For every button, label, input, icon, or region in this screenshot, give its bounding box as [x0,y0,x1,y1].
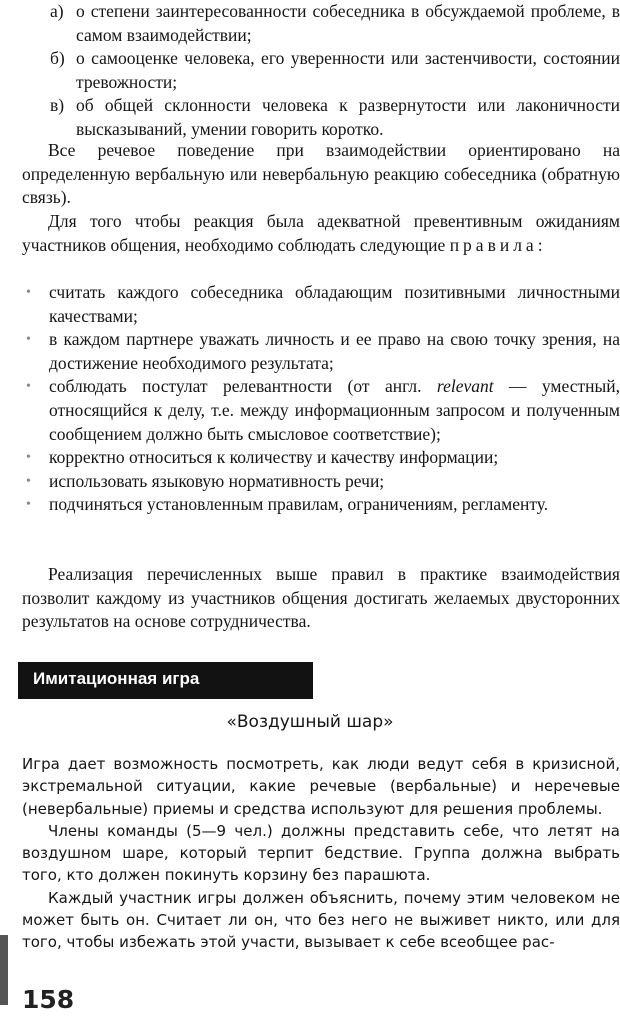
rule-text: в каждом партнере уважать личность и ее право на свою точку зрения, на достижение необходимого результата; [49,329,620,373]
game-title: «Воздушный шар» [226,712,394,732]
banner-label: Имитационная игра [33,669,200,688]
list-text: о самооценке человека, его уверенности или застенчивости, состоянии тревожности; [76,48,620,92]
bullet-icon: • [26,497,31,513]
rule-item [22,446,620,470]
rule-item [22,470,620,494]
paragraph-feedback: Все речевое поведение при взаимодействии ориентировано на определенную вербальную или невербальную реакцию собеседника (обратную связь). [22,140,620,208]
bullet-icon: • [26,285,31,300]
list-text: об общей склонности человека к развернутости или лаконичности высказываний, умении говорить коротко. [76,95,620,139]
intro-list-item [50,47,620,94]
list-text: о степени заинтересованности собеседника в обсуждаемой проблеме, в самом взаимодействии; [76,1,620,45]
paragraph-rules-intro [22,210,620,257]
rules-word: правила: [449,234,547,255]
rules-list [22,281,620,517]
rule-text: считать каждого собеседника обладающим позитивными личностными качествами; [49,282,620,326]
rule-item [22,328,620,375]
rule-item [22,493,620,517]
bullet-icon: • [26,379,31,395]
rule-item [22,281,620,328]
intro-list-item [50,94,620,141]
list-label: б) [50,48,65,69]
intro-list [50,0,620,142]
list-label: а) [50,1,64,21]
game-paragraph: Члены команды (5—9 чел.) должны представить себе, что летят на воздушном шаре, который терпит бедствие. Группа должна выбрать того, кто должен покинуть корзину без парашюта. [22,821,620,885]
paragraph-conclusion: Реализация перечисленных выше правил в практике взаимодействия позволит каждому из участников общения достигать желаемых двусторонних результатов на основе сотрудничества. [22,564,620,632]
bullet-icon: • [26,450,31,466]
section-banner [18,662,313,699]
intro-list-item [50,0,620,47]
game-paragraph: Игра дает возможность посмотреть, как люди ведут себя в кризисной, экстремальной ситуации, какие речевые (вербальные) и неречевые (невербальные) приемы и средства используют для решения проблемы. [22,755,620,818]
bullet-icon: • [26,473,31,489]
scan-edge-mark [0,935,8,1005]
game-description [22,753,620,954]
list-label: в) [50,95,65,116]
bullet-icon: • [26,332,31,348]
rule-text: корректно относиться к количеству и качеству информации; [49,447,499,468]
rules-intro-text: Для того чтобы реакция была адекватной превентивным ожиданиям участников общения, необходимо соблюдать следующие [22,211,620,255]
rule-text: подчиняться установленным правилам, ограничениям, регламенту. [49,494,549,515]
game-paragraph: Каждый участник игры должен объяснить, почему этим человеком не может быть он. Считает ли он, что без него не выживет никто, или для того, чтобы избежать этой участи, вызывает к себе всеобщее рас- [22,888,620,952]
rule-item [22,375,620,446]
rule-text: соблюдать постулат релевантности (от англ. relevant — уместный, относящийся к делу, т.е. между информационным запросом и полученным сообщением должно быть смысловое соответствие); [49,376,620,444]
rule-text: использовать языковую нормативность речи; [49,470,385,491]
page-number: 158 [22,985,75,1014]
